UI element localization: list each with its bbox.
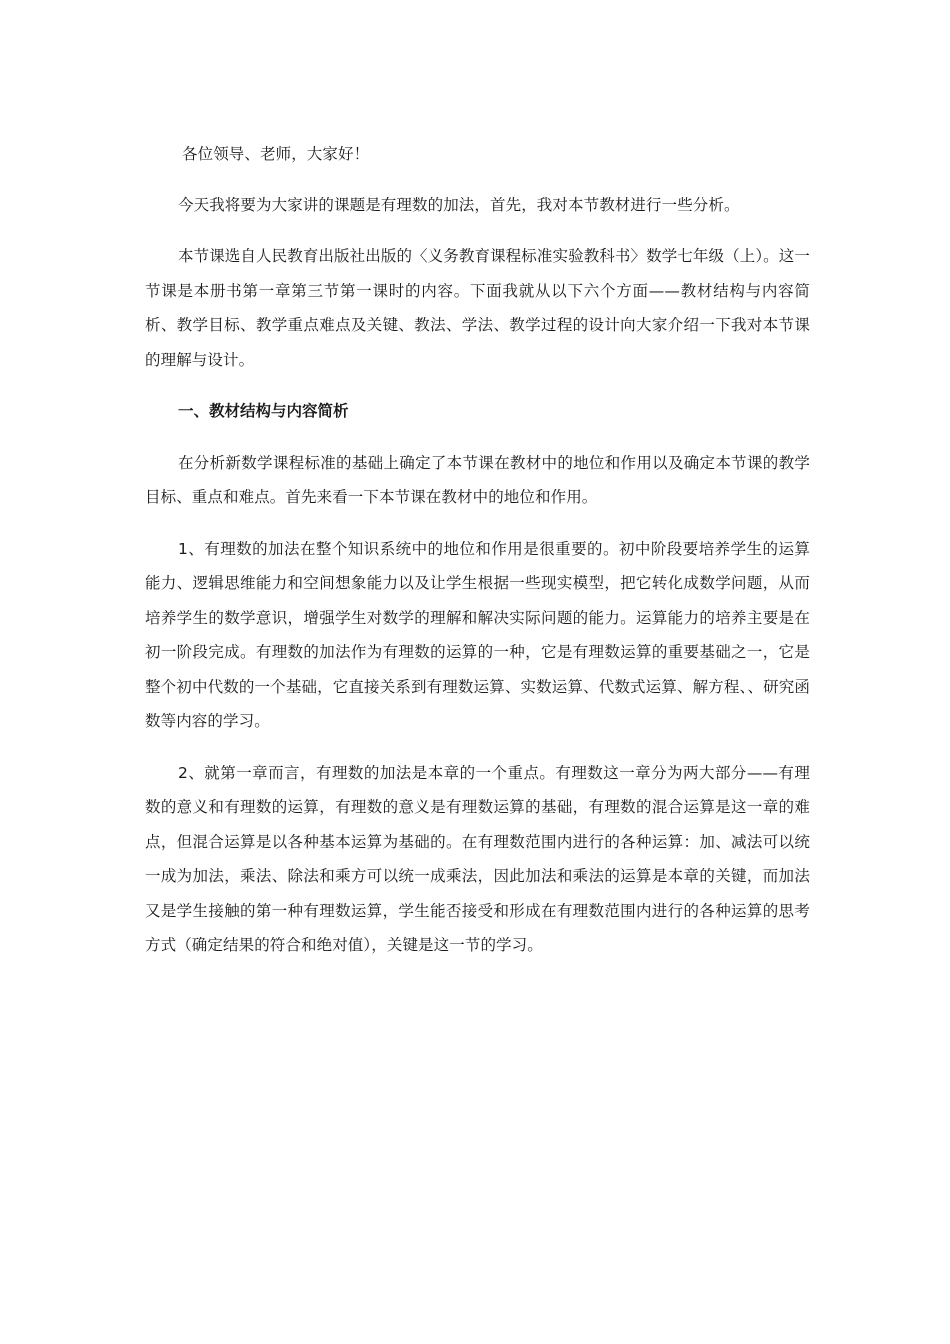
point-1-paragraph: 1、有理数的加法在整个知识系统中的地位和作用是很重要的。初中阶段要培养学生的运算能力、逻辑思维能力和空间想象能力以及让学生根据一些现实模型，把它转化成数学问题，从而培养学生的数学意识，增强学生对数学的理解和解决实际问题的能力。运算能力的培养主要是在初一阶段完成。有理数的加法作为有理数的运算的一种，它是有理数运算的重要基础之一，它是整个初中代数的一个基础，它直接关系到有理数运算、实数运算、代数式运算、解方程、、研究函数等内容的学习。	[145, 539, 810, 730]
greeting-paragraph: 各位领导、老师，大家好！	[182, 145, 370, 163]
document-body	[145, 137, 810, 963]
overview-paragraph: 本节课选自人民教育出版社出版的〈义务教育课程标准实验教科书〉数学七年级（上）。这一节课是本册书第一章第三节第一课时的内容。下面我就从以下六个方面——教材结构与内容简析、教学目标、教学重点难点及关键、教法、学法、教学过程的设计向大家介绍一下我对本节课的理解与设计。	[145, 247, 810, 369]
point-2-paragraph: 2、就第一章而言，有理数的加法是本章的一个重点。有理数这一章分为两大部分——有理数的意义和有理数的运算，有理数的意义是有理数运算的基础，有理数的混合运算是这一章的难点，但混合运算是以各种基本运算为基础的。在有理数范围内进行的各种运算：加、减法可以统一成为加法，乘法、除法和乘方可以统一成乘法，因此加法和乘法的运算是本章的关键，而加法又是学生接触的第一种有理数运算，学生能否接受和形成在有理数范围内进行的各种运算的思考方式（确定结果的符合和绝对值），关键是这一节的学习。	[145, 763, 810, 954]
intro-paragraph: 今天我将要为大家讲的课题是有理数的加法，首先，我对本节教材进行一些分析。	[178, 195, 740, 214]
section-intro-paragraph: 在分析新数学课程标准的基础上确定了本节课在教材中的地位和作用以及确定本节课的教学目标、重点和难点。首先来看一下本节课在教材中的地位和作用。	[145, 453, 810, 506]
section-heading: 一、教材结构与内容简析	[178, 402, 349, 420]
